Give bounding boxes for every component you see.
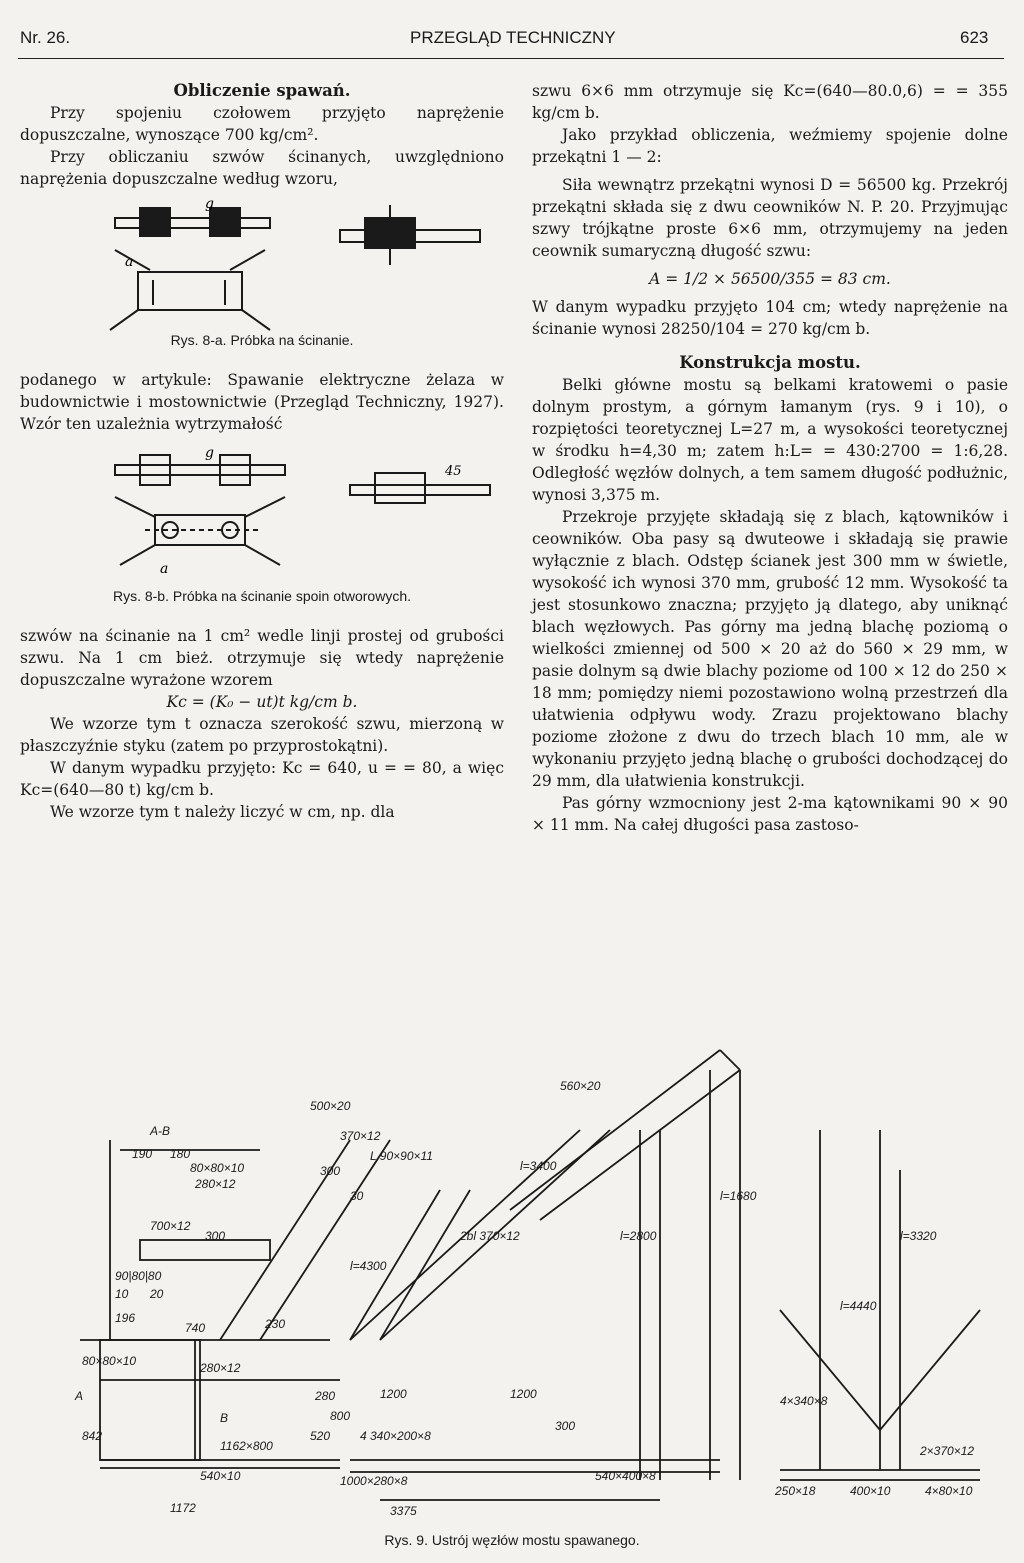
fig9-label: 842 (82, 1429, 103, 1443)
fig8b-label-g: g (205, 445, 214, 461)
paragraph: Belki główne mostu są belkami kratowemi o pasie dolnym prostym, a górnym łamanym (rys. 9 i 10), o rozpiętości teoretycznej L=27 m, a wysokości teoretycznej w środku h=4,30 m; zatem h:L= = 430:2700 = 1:6,28. Odległość węzłów dolnych, a tem samem długość podłużnic, wynosi 3,375 m. (532, 376, 1008, 504)
fig9-label: A (75, 1389, 84, 1403)
paragraph: szwów na ścinanie na 1 cm² wedle linji prostej od grubości szwu. Na 1 cm bież. otrzymuje się wtedy naprężenie dopuszczalne wyrażone wzorem (20, 627, 504, 689)
fig9-label: 80×80×10 (190, 1161, 245, 1175)
fig9-label: 400×10 (850, 1484, 891, 1498)
fig9-label: 196 (115, 1311, 136, 1325)
page-header (0, 28, 1024, 52)
fig8a-label-g: g (205, 196, 214, 212)
fig9-label: 280×12 (200, 1361, 241, 1375)
fig9-label: 280×12 (195, 1177, 236, 1191)
fig9-label: 4×340×8 (780, 1394, 828, 1408)
section-title-welds: Obliczenie spawań. (173, 81, 351, 100)
paragraph: Jako przykład obliczenia, weźmiemy spojenie dolne przekątni 1 — 2: (532, 126, 1008, 166)
formula-a: A = 1/2 × 56500/355 = 83 cm. (649, 270, 891, 288)
figure-8b-caption: Rys. 8-b. Próbka na ścinanie spoin otworowych. (112, 588, 412, 604)
figure-9-caption: Rys. 9. Ustrój węzłów mostu spawanego. (384, 1532, 640, 1548)
fig9-label: 740 (185, 1321, 206, 1335)
fig9-label: 700×12 (150, 1219, 191, 1233)
fig9-label: 300 (555, 1419, 576, 1433)
fig9-label: 800 (330, 1409, 351, 1423)
fig9-label: l=4300 (350, 1259, 387, 1273)
fig9-label: 1162×800 (220, 1439, 273, 1453)
fig9-label: 190 (132, 1147, 153, 1161)
paragraph: Pas górny wzmocniony jest 2-ma kątownikami 90 × 90 × 11 mm. Na całej długości pasa zastoso- (532, 794, 1008, 834)
paragraph: Siła wewnątrz przekątni wynosi D = 56500 kg. Przekrój przekątni składa się z dwu ceowników N. P. 20. Przyjmując szwy trójkątne proste 6×6 mm, otrzymujemy na jeden ceownik sumaryczną długość szwu: (532, 176, 1008, 260)
fig9-label: 230 (265, 1317, 286, 1331)
paragraph: Przy obliczaniu szwów ścinanych, uwzględniono naprężenia dopuszczalne według wzoru, (20, 148, 504, 188)
journal-title: PRZEGLĄD TECHNICZNY (410, 28, 616, 47)
fig9-label: 80×80×10 (82, 1354, 137, 1368)
fig9-label: 3375 (390, 1504, 417, 1518)
paragraph: Przy spojeniu czołowem przyjęto naprężenie dopuszczalne, wynoszące 700 kg/cm². (20, 104, 504, 144)
paragraph: We wzorze tym t oznacza szerokość szwu, mierzoną w płaszczyźnie styku (zatem po przyprostokątni). (20, 715, 504, 755)
fig9-label: 4×80×10 (925, 1484, 973, 1498)
paragraph: W danym wypadku przyjęto: Kc = 640, u = = 80, a więc Kc=(640—80 t) kg/cm b. (20, 759, 504, 799)
paragraph: W danym wypadku przyjęto 104 cm; wtedy naprężenie na ścinanie wynosi 28250/104 = 270 kg/cm b. (532, 298, 1008, 338)
figure-8a-caption: Rys. 8-a. Próbka na ścinanie. (170, 332, 354, 348)
fig9-label: 2bl 370×12 (460, 1229, 520, 1243)
page-number-right: 623 (960, 28, 989, 47)
fig8a-label-a: a (125, 254, 134, 270)
fig9-label: 4 340×200×8 (360, 1429, 431, 1443)
page-number-left: Nr. 26. (20, 28, 71, 47)
fig9-label: A-B (150, 1124, 171, 1138)
fig9-label: 1000×280×8 (340, 1474, 408, 1488)
fig9-label: l=1680 (720, 1189, 757, 1203)
fig9-label: L 90×90×11 (370, 1149, 433, 1163)
fig9-label: 300 (205, 1229, 226, 1243)
fig9-label: 1200 (510, 1387, 537, 1401)
fig9-label: 370×12 (340, 1129, 381, 1143)
fig9-label: l=3320 (900, 1229, 937, 1243)
fig9-label: l=4440 (840, 1299, 877, 1313)
fig9-label: 540×10 (200, 1469, 241, 1483)
figure-9-drawing (20, 1010, 1010, 1530)
fig9-label: 20 (150, 1287, 164, 1301)
fig9-label: 90|80|80 (115, 1269, 162, 1283)
fig9-label: 540×400×8 (595, 1469, 656, 1483)
fig9-label: 30 (350, 1189, 364, 1203)
fig9-label: B (220, 1411, 229, 1425)
fig9-label: 500×20 (310, 1099, 351, 1113)
header-rule (18, 58, 1004, 59)
paragraph: szwu 6×6 mm otrzymuje się Kc=(640—80.0,6) = = 355 kg/cm b. (532, 82, 1008, 122)
fig9-label: 300 (320, 1164, 341, 1178)
paragraph: podanego w artykule: Spawanie elektryczne żelaza w budownictwie i mostownictwie (Przegląd Techniczny, 1927). Wzór ten uzależnia wytrzymałość (20, 371, 504, 433)
fig8b-label-a: a (160, 561, 169, 577)
fig8b-label-angle: 45 (445, 464, 462, 479)
paragraph: We wzorze tym t należy liczyć w cm, np. dla (50, 803, 395, 821)
left-column (20, 80, 504, 823)
formula-kc: Kc = (K₀ − ut)t kg/cm b. (166, 693, 358, 711)
fig9-label: 250×18 (775, 1484, 816, 1498)
fig9-label: 1200 (380, 1387, 407, 1401)
right-column (532, 80, 1008, 836)
fig9-label: l=2800 (620, 1229, 657, 1243)
fig9-label: 280 (315, 1389, 336, 1403)
fig9-label: 180 (170, 1147, 191, 1161)
figure-8b (20, 435, 504, 585)
section-title-bridge: Konstrukcja mostu. (679, 353, 861, 372)
fig9-label: 1172 (170, 1501, 196, 1515)
fig9-label: 560×20 (560, 1079, 601, 1093)
fig9-label: 2×370×12 (920, 1444, 975, 1458)
figure-8a (20, 190, 504, 335)
fig9-label: 10 (115, 1287, 129, 1301)
paragraph: Przekroje przyjęte składają się z blach, kątowników i ceowników. Oba pasy są dwuteowe i składają się prawie wyłącznie z blach. Odstęp ścianek jest 300 mm w świetle, wysokość ich wynosi 370 mm, grubość 12 mm. Wysokość ta jest stosunkowo znaczna; przyjęto ją dlatego, aby uniknąć blach węzłowych. Pas górny ma jedną blachę poziomą o wielkości zmiennej od 500 × 20 aż do 560 × 29 mm, w pasie dolnym są dwie blachy poziome od 100 × 12 do 250 × 18 mm; pomiędzy niemi pozostawiono wolną przestrzeń dla ułatwienia odpływu wody. Zrazu projektowano blachy poziome złożone z dwu do trzech blach 10 mm, ale w wykonaniu przyjęto jedną blachę o grubości dochodzącej do 29 mm, dla ułatwienia konstrukcji. (532, 508, 1008, 790)
fig9-label: 520 (310, 1429, 331, 1443)
fig9-label: l=3400 (520, 1159, 557, 1173)
